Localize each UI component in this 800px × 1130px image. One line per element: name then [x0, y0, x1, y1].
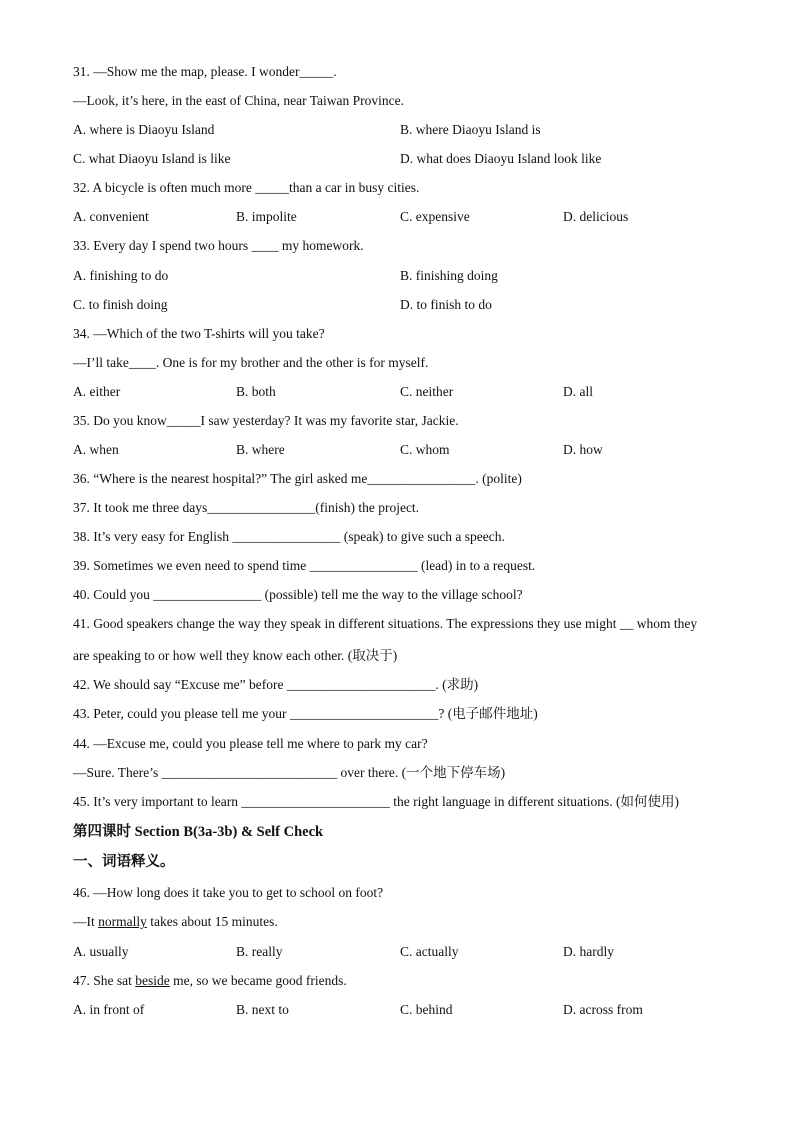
q47-option-d: D. across from: [563, 1002, 643, 1017]
q46-stem: 46. —How long does it take you to get to school on foot?: [73, 885, 384, 900]
q34-stem: 34. —Which of the two T-shirts will you take?: [73, 326, 325, 341]
q32-option-d: D. delicious: [563, 209, 629, 224]
q46-options: [73, 942, 753, 962]
q33-stem: 33. Every day I spend two hours ____ my homework.: [73, 238, 364, 253]
q32-option-a: A. convenient: [73, 209, 149, 224]
q46-reply-before: —It: [73, 914, 99, 929]
q44-reply: —Sure. There’s __________________________ over there. (一个地下停车场): [73, 765, 506, 780]
q41-line2: are speaking to or how well they know each other. (取决于): [73, 648, 398, 663]
q37-text: 37. It took me three days________________(finish) the project.: [73, 500, 420, 515]
section-title: 第四课时 Section B(3a-3b) & Self Check: [73, 824, 324, 840]
q47-stem: [73, 971, 347, 991]
q44-stem: 44. —Excuse me, could you please tell me where to park my car?: [73, 736, 428, 751]
q34-option-c: C. neither: [400, 384, 454, 399]
q34-option-d: D. all: [563, 384, 593, 399]
q31-reply: —Look, it’s here, in the east of China, near Taiwan Province.: [73, 93, 404, 108]
q31-option-c: C. what Diaoyu Island is like: [73, 151, 231, 166]
q33-option-a: A. finishing to do: [73, 268, 169, 283]
q35-option-a: A. when: [73, 442, 119, 457]
q47-underlined-word: beside: [135, 973, 170, 988]
q32-stem: 32. A bicycle is often much more _____than a car in busy cities.: [73, 180, 420, 195]
q31-option-b: B. where Diaoyu Island is: [400, 122, 541, 137]
q34-option-b: B. both: [236, 384, 276, 399]
q32-option-b: B. impolite: [236, 209, 297, 224]
q46-option-c: C. actually: [400, 944, 459, 959]
q46-option-b: B. really: [236, 944, 283, 959]
q42-text: 42. We should say “Excuse me” before ______________________. (求助): [73, 677, 479, 692]
q36-text: 36. “Where is the nearest hospital?” The girl asked me________________. (polite): [73, 471, 522, 486]
q34-reply: —I’ll take____. One is for my brother and the other is for myself.: [73, 355, 429, 370]
q35-stem: 35. Do you know_____I saw yesterday? It was my favorite star, Jackie.: [73, 413, 459, 428]
q32-options: [73, 207, 753, 227]
q47-option-a: A. in front of: [73, 1002, 145, 1017]
q31-stem: 31. —Show me the map, please. I wonder_____.: [73, 64, 337, 79]
q34-options: [73, 382, 753, 402]
q35-option-d: D. how: [563, 442, 603, 457]
q43-text: 43. Peter, could you please tell me your ______________________? (电子邮件地址): [73, 706, 538, 721]
q46-option-a: A. usually: [73, 944, 129, 959]
q34-option-a: A. either: [73, 384, 121, 399]
q47-option-b: B. next to: [236, 1002, 289, 1017]
q33-option-d: D. to finish to do: [400, 297, 492, 312]
q33-options-row2: [73, 295, 753, 315]
q39-text: 39. Sometimes we even need to spend time ________________ (lead) in to a request.: [73, 558, 536, 573]
q31-option-d: D. what does Diaoyu Island look like: [400, 151, 602, 166]
q35-option-b: B. where: [236, 442, 285, 457]
q31-options-row2: [73, 149, 753, 169]
q31-options-row1: [73, 120, 753, 140]
q33-option-c: C. to finish doing: [73, 297, 168, 312]
q46-underlined-word: normally: [98, 914, 147, 929]
q45-text: 45. It’s very important to learn ______________________ the right language in different situations. (如何使用): [73, 794, 680, 809]
q32-option-c: C. expensive: [400, 209, 470, 224]
q38-text: 38. It’s very easy for English ________________ (speak) to give such a speech.: [73, 529, 505, 544]
q33-option-b: B. finishing doing: [400, 268, 498, 283]
q31-option-a: A. where is Diaoyu Island: [73, 122, 215, 137]
q46-reply-after: takes about 15 minutes.: [146, 914, 278, 929]
q47-stem-before: 47. She sat: [73, 973, 136, 988]
q47-option-c: C. behind: [400, 1002, 453, 1017]
q41-line1: 41. Good speakers change the way they speak in different situations. The expressions they use might __ whom they: [73, 616, 698, 631]
q46-option-d: D. hardly: [563, 944, 614, 959]
q33-options-row1: [73, 266, 753, 286]
q40-text: 40. Could you ________________ (possible) tell me the way to the village school?: [73, 587, 523, 602]
q46-reply: [73, 912, 278, 932]
q35-option-c: C. whom: [400, 442, 450, 457]
section-subtitle: 一、词语释义。: [73, 854, 175, 870]
q47-stem-after: me, so we became good friends.: [169, 973, 347, 988]
q35-options: [73, 440, 753, 460]
q47-options: [73, 1000, 753, 1020]
